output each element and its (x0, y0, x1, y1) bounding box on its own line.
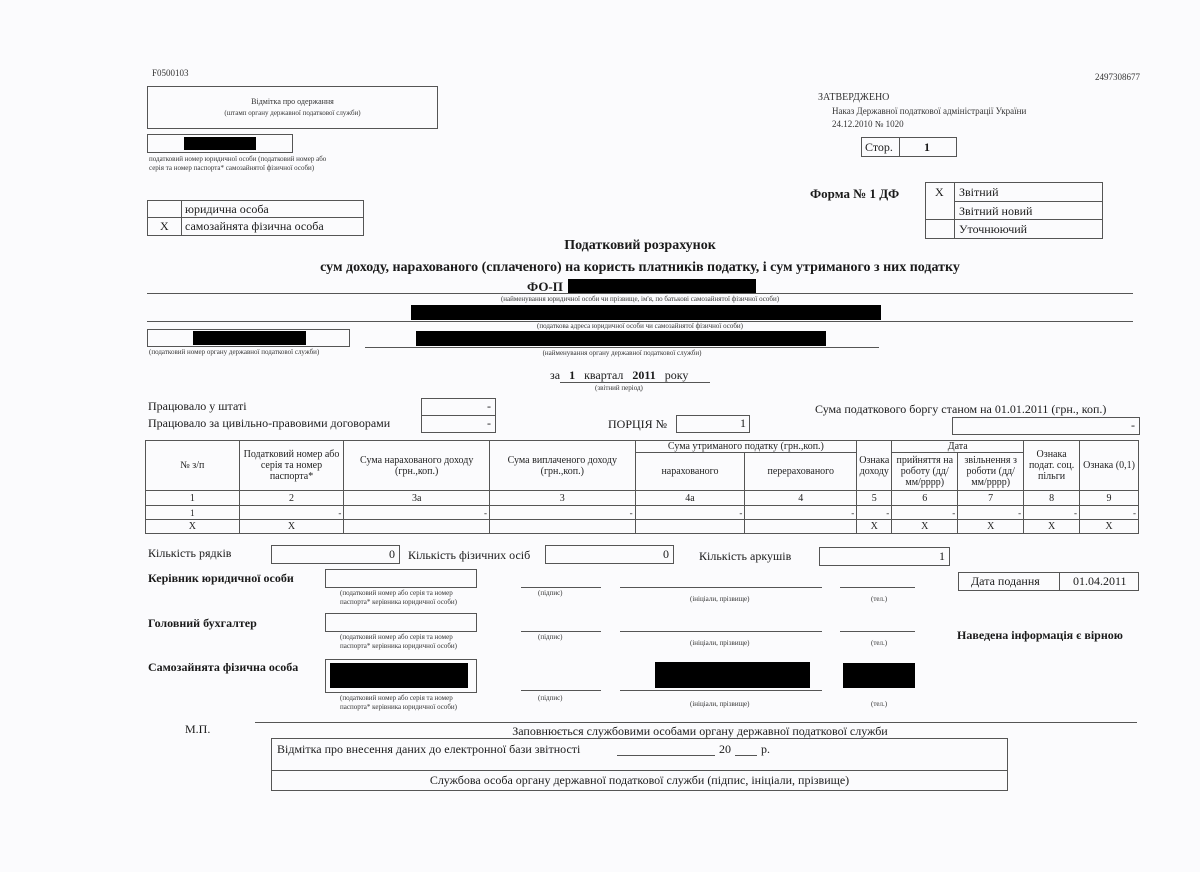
date-box (958, 572, 1139, 591)
head-phone-line (840, 587, 915, 588)
debt-value: - (1131, 418, 1135, 432)
document-number: 2497308677 (1095, 72, 1140, 82)
th-tax-withheld: Сума утриманого податку (грн.,коп.) (635, 441, 857, 453)
th-tax-number: Податковий номер або серія та номер паспорта* (239, 441, 344, 491)
table-cell[interactable]: - (239, 506, 344, 520)
rows-count-label: Кількість рядків (148, 546, 232, 560)
table-cell[interactable]: - (344, 506, 490, 520)
entity-label-self-employed: самозайнята фізична особа (185, 219, 324, 233)
portion-label: ПОРЦІЯ № (608, 417, 668, 431)
redacted-self-employed-id (330, 663, 468, 688)
verified-text: Наведена інформація є вірною (957, 628, 1123, 642)
th-sign: Ознака (0,1) (1080, 441, 1139, 491)
entity-type-table (147, 200, 364, 236)
table-cell[interactable]: - (745, 506, 857, 520)
redacted-tax-office-name (416, 331, 826, 346)
income-table (145, 440, 1139, 534)
worked-staff-value: - (487, 399, 491, 413)
redacted-address (411, 305, 881, 320)
table-cell[interactable]: - (490, 506, 636, 520)
worked-staff-label: Працювало у штаті (148, 399, 247, 413)
accountant-caption-2: паспорта* керівника юридичної особи) (340, 642, 458, 650)
entity-divider (181, 201, 182, 235)
th-income-sign: Ознака доходу (857, 441, 892, 491)
title-line-2: сум доходу, нарахованого (сплаченого) на користь платників податку, і сум утриманого з них податку (320, 260, 960, 275)
self-name-line (620, 690, 822, 691)
col-number: 4 (745, 491, 857, 506)
table-cell[interactable]: - (857, 506, 892, 520)
head-label: Керівник юридичної особи (148, 571, 294, 585)
self-employed-id-field[interactable] (325, 659, 477, 693)
self-phone-caption: (тел.) (871, 700, 888, 708)
head-id-field[interactable] (325, 569, 477, 588)
portion-value: 1 (740, 416, 746, 430)
period-prefix: за (550, 368, 561, 382)
self-sign-caption: (підпис) (538, 694, 563, 702)
form-type-row-divider-2 (926, 219, 1102, 220)
date-divider (1059, 573, 1060, 590)
footer-top-line (255, 722, 1137, 723)
redacted-self-phone (843, 663, 915, 688)
title-line-1: Податковий розрахунок (564, 238, 716, 253)
col-number: 3 (490, 491, 636, 506)
persons-count-field[interactable] (545, 545, 674, 564)
tax-office-number-box[interactable] (147, 329, 350, 347)
taxpayer-id-box[interactable] (147, 134, 293, 153)
tax-office-name-line (365, 347, 879, 348)
self-sign-line (521, 690, 601, 691)
period-line (560, 382, 710, 383)
col-number: 9 (1080, 491, 1139, 506)
table-cell: X (892, 520, 958, 534)
accountant-sign-line (521, 631, 601, 632)
official-sign-text: Службова особа органу державної податкової служби (підпис, ініціали, прізвище) (429, 773, 850, 787)
sheets-count-label: Кількість аркушів (699, 549, 792, 563)
electronic-year-suffix: р. (761, 742, 770, 756)
form-code: F0500103 (152, 68, 189, 78)
receipt-mark-box (147, 86, 438, 129)
head-caption-1: (податковий номер або серія та номер (340, 589, 453, 597)
form-type-divider (954, 183, 955, 238)
th-date-fire: звільнення з роботи (дд/мм/рррр) (958, 453, 1024, 491)
date-label: Дата подання (971, 574, 1040, 588)
electronic-year-line (735, 755, 757, 756)
form-type-label-reporting: Звітний (959, 185, 999, 199)
entity-mark-self-employed[interactable]: X (160, 219, 169, 233)
worked-staff-field[interactable] (421, 398, 496, 416)
accountant-name-line (620, 631, 822, 632)
worked-contracts-value: - (487, 416, 491, 430)
th-tax-accrued: нарахованого (635, 453, 745, 491)
official-box-divider (272, 770, 1007, 771)
persons-count-label: Кількість фізичних осіб (408, 548, 531, 562)
th-income-accrued: Сума нарахованого доходу (грн.,коп.) (344, 441, 490, 491)
form-type-label-corrective: Уточнюючий (959, 222, 1028, 236)
rows-count-value: 0 (389, 547, 395, 561)
th-date: Дата (892, 441, 1024, 453)
table-cell[interactable]: - (635, 506, 745, 520)
entity-label-legal: юридична особа (185, 202, 269, 216)
table-cell[interactable]: - (892, 506, 958, 520)
accountant-phone-caption: (тел.) (871, 639, 888, 647)
caption-address: (податкова адреса юридичної особи чи самозайнятої фізичної особи) (537, 322, 743, 330)
head-name-caption: (ініціали, прізвище) (690, 595, 750, 603)
portion-field[interactable] (676, 415, 750, 433)
col-number: 1 (146, 491, 240, 506)
official-fill-text: Заповнюється службовими особами органу державної податкової служби (512, 724, 888, 738)
receipt-mark-title: Відмітка про одержання (251, 97, 334, 106)
table-cell (635, 520, 745, 534)
self-employed-caption-2: паспорта* керівника юридичної особи) (340, 703, 458, 711)
th-benefit-sign: Ознака подат. соц. пільги (1024, 441, 1080, 491)
page-label: Стор. (865, 140, 893, 154)
redacted-tax-office-number (193, 331, 306, 345)
receipt-mark-sub: (штамп органу державної податкової служби) (224, 109, 361, 117)
approved-order: Наказ Державної податкової адміністрації України (832, 106, 1027, 116)
th-income-paid: Сума виплаченого доходу (грн.,коп.) (490, 441, 636, 491)
head-sign-line (521, 587, 601, 588)
debt-label: Сума податкового боргу станом на 01.01.2011 (грн., коп.) (815, 402, 1107, 416)
head-caption-2: паспорта* керівника юридичної особи) (340, 598, 458, 606)
table-cell[interactable]: - (1080, 506, 1139, 520)
caption-tax-office-name: (найменування органу державної податкової служби) (542, 349, 702, 357)
col-number: 5 (857, 491, 892, 506)
period-year[interactable]: 2011 (632, 368, 656, 382)
table-cell: X (857, 520, 892, 534)
caption-tax-office-number: (податковий номер органу державної податкової служби) (149, 348, 320, 356)
worked-contracts-label: Працювало за цивільно-правовими договорами (148, 416, 391, 430)
period-caption: (звітний період) (595, 384, 643, 392)
self-employed-caption-1: (податковий номер або серія та номер (340, 694, 453, 702)
period-quarter[interactable]: 1 (569, 368, 576, 382)
name-line (147, 293, 1133, 294)
sheets-count-value: 1 (939, 549, 945, 563)
self-employed-label: Самозайнята фізична особа (148, 660, 299, 674)
table-cell[interactable]: 1 (146, 506, 240, 520)
th-tax-transferred: перерахованого (745, 453, 857, 491)
accountant-id-field[interactable] (325, 613, 477, 632)
table-cell[interactable]: - (958, 506, 1024, 520)
th-date-hire: прийняття на роботу (дд/мм/рррр) (892, 453, 958, 491)
rows-count-field[interactable] (271, 545, 400, 564)
taxpayer-id-caption-2: серія та номер паспорта* самозайнятої фізичної особи) (149, 164, 315, 172)
form-type-row-divider-1 (954, 201, 1102, 202)
redacted-self-name (655, 662, 810, 688)
electronic-date-line (617, 755, 715, 756)
sheets-count-field[interactable] (819, 547, 950, 566)
electronic-year-prefix: 20 (719, 742, 731, 756)
col-number: 6 (892, 491, 958, 506)
accountant-label: Головний бухгалтер (148, 616, 257, 630)
worked-contracts-field[interactable] (421, 415, 496, 433)
approved-label: ЗАТВЕРДЖЕНО (818, 92, 890, 103)
col-number: 2 (239, 491, 344, 506)
taxpayer-id-caption-1: податковий номер юридичної особи (податковий номер або (149, 155, 327, 163)
accountant-name-caption: (ініціали, прізвище) (690, 639, 750, 647)
head-name-line (620, 587, 822, 588)
form-type-mark-reporting[interactable]: X (935, 185, 944, 199)
table-cell: X (146, 520, 240, 534)
entity-row-divider (148, 217, 363, 218)
col-number: 4а (635, 491, 745, 506)
accountant-sign-caption: (підпис) (538, 633, 563, 641)
table-cell: X (1024, 520, 1080, 534)
table-cell (745, 520, 857, 534)
self-name-caption: (ініціали, прізвище) (690, 700, 750, 708)
caption-name: (найменування юридичної особи чи прізвище, ім'я, по батькові самозайнятої фізичної особи) (500, 295, 780, 303)
electronic-mark-label: Відмітка про внесення даних до електронної бази звітності (277, 742, 581, 756)
period-row (550, 368, 688, 383)
page-divider (899, 138, 900, 156)
table-cell: X (1080, 520, 1139, 534)
table-cell[interactable]: - (1024, 506, 1080, 520)
table-cell (344, 520, 490, 534)
period-year-label: року (664, 368, 689, 382)
col-number: 3а (344, 491, 490, 506)
form-type-table (925, 182, 1103, 239)
mp-label: М.П. (185, 722, 211, 736)
official-box (271, 738, 1008, 791)
redacted-name (568, 279, 756, 293)
date-value[interactable]: 01.04.2011 (1073, 574, 1127, 588)
page-box (861, 137, 957, 157)
accountant-phone-line (840, 631, 915, 632)
fo-label: ФО-П (527, 279, 563, 294)
page-number: 1 (924, 140, 930, 154)
persons-count-value: 0 (663, 547, 669, 561)
redacted-taxpayer-id (184, 137, 256, 150)
period-quarter-label: квартал (584, 368, 624, 382)
debt-field[interactable] (952, 417, 1140, 435)
col-number: 8 (1024, 491, 1080, 506)
table-cell: X (239, 520, 344, 534)
approved-date: 24.12.2010 № 1020 (832, 119, 904, 129)
table-cell: X (958, 520, 1024, 534)
form-type-label-new: Звітний новий (959, 204, 1033, 218)
head-sign-caption: (підпис) (538, 589, 563, 597)
col-number: 7 (958, 491, 1024, 506)
table-cell (490, 520, 636, 534)
accountant-caption-1: (податковий номер або серія та номер (340, 633, 453, 641)
head-phone-caption: (тел.) (871, 595, 888, 603)
th-num: № з/п (146, 441, 240, 491)
form-label: Форма № 1 ДФ (810, 186, 900, 201)
